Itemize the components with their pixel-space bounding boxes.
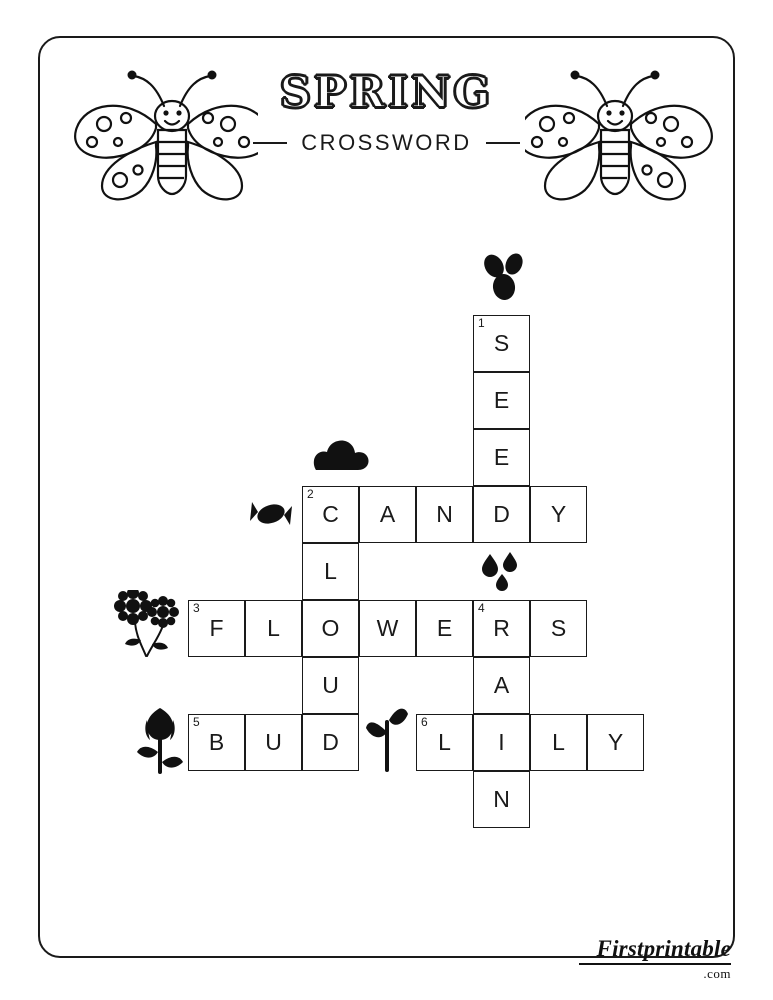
crossword-cell[interactable] xyxy=(245,714,302,771)
crossword-cell[interactable] xyxy=(359,600,416,657)
cell-letter: L xyxy=(552,729,565,755)
cell-letter: Y xyxy=(550,501,567,527)
crossword-cell[interactable] xyxy=(473,486,530,543)
raindrops-icon xyxy=(478,548,526,599)
crossword-cell[interactable] xyxy=(302,600,359,657)
crossword-cell[interactable] xyxy=(530,486,587,543)
crossword-cell[interactable] xyxy=(245,600,302,657)
cloud-icon xyxy=(300,432,372,481)
cell-letter: L xyxy=(267,615,280,641)
footer-brand: Firstprintable xyxy=(596,936,731,961)
cell-letter: A xyxy=(493,672,510,698)
crossword-cell[interactable] xyxy=(473,657,530,714)
cell-letter: S xyxy=(493,330,510,356)
crossword-cell[interactable] xyxy=(530,714,587,771)
crossword-cell[interactable] xyxy=(416,714,473,771)
crossword-cell[interactable] xyxy=(473,771,530,828)
crossword-cell[interactable] xyxy=(302,714,359,771)
crossword-cell[interactable] xyxy=(302,486,359,543)
flowers-icon xyxy=(112,590,186,665)
cell-number: 1 xyxy=(478,316,485,330)
cell-letter: F xyxy=(209,615,224,641)
cell-letter: D xyxy=(493,501,510,527)
footer-domain: .com xyxy=(703,966,731,981)
cell-number: 3 xyxy=(193,601,200,615)
cell-letter: D xyxy=(322,729,339,755)
cell-letter: Y xyxy=(607,729,624,755)
cell-letter: E xyxy=(493,444,510,470)
crossword-cell[interactable] xyxy=(416,600,473,657)
crossword-cell[interactable] xyxy=(359,486,416,543)
cell-letter: U xyxy=(265,729,282,755)
cell-number: 5 xyxy=(193,715,200,729)
cell-letter: C xyxy=(322,501,339,527)
page-title: SPRING xyxy=(279,68,494,118)
cell-letter: I xyxy=(498,729,505,755)
cell-letter: U xyxy=(322,672,339,698)
crossword-cell[interactable] xyxy=(473,315,530,372)
cell-letter: O xyxy=(321,615,340,641)
crossword-cell[interactable] xyxy=(473,372,530,429)
cell-letter: L xyxy=(324,558,337,584)
cell-letter: R xyxy=(493,615,510,641)
cell-letter: B xyxy=(208,729,225,755)
cell-number: 2 xyxy=(307,487,314,501)
cell-letter: S xyxy=(550,615,567,641)
cell-letter: A xyxy=(379,501,396,527)
footer xyxy=(579,936,731,982)
candy-icon xyxy=(244,492,298,541)
tulip-icon xyxy=(134,704,186,781)
cell-letter: E xyxy=(436,615,453,641)
crossword-cell[interactable] xyxy=(587,714,644,771)
cell-number: 4 xyxy=(478,601,485,615)
crossword-cell[interactable] xyxy=(530,600,587,657)
page-subtitle: CROSSWORD xyxy=(301,130,472,155)
crossword-cell[interactable] xyxy=(188,714,245,771)
seeds-icon xyxy=(478,252,534,309)
cell-letter: N xyxy=(493,786,510,812)
cell-letter: N xyxy=(436,501,453,527)
crossword-cell[interactable] xyxy=(188,600,245,657)
crossword-cell[interactable] xyxy=(473,600,530,657)
cell-letter: W xyxy=(376,615,399,641)
crossword-cell[interactable] xyxy=(416,486,473,543)
crossword-cell[interactable] xyxy=(473,429,530,486)
sprout-icon xyxy=(366,706,412,779)
footer-divider xyxy=(579,963,731,965)
crossword-cell[interactable] xyxy=(302,543,359,600)
crossword-cell[interactable] xyxy=(473,714,530,771)
cell-letter: E xyxy=(493,387,510,413)
cell-number: 6 xyxy=(421,715,428,729)
crossword-cell[interactable] xyxy=(302,657,359,714)
cell-letter: L xyxy=(438,729,451,755)
